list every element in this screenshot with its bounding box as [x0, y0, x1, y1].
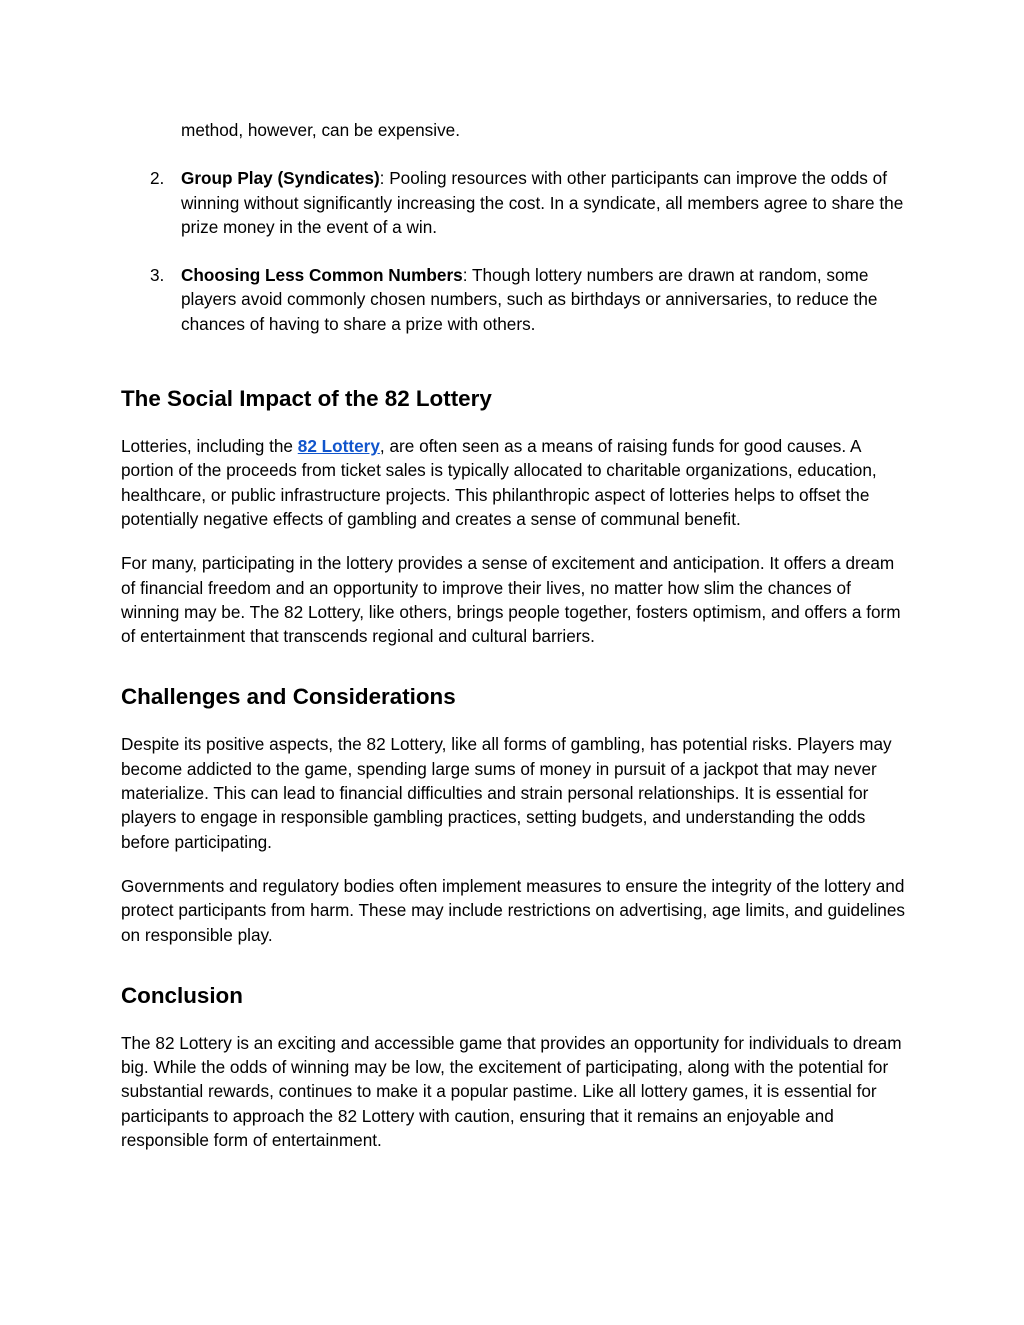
list-item-term: Group Play (Syndicates)	[181, 168, 380, 189]
paragraph-challenges-2: Governments and regulatory bodies often implement measures to ensure the integrity of the lottery and protect participants from harm. These may include restrictions on advertising, age limits, and guidelines on responsible play.	[121, 875, 905, 945]
list-item-continuation: method, however, can be expensive.	[181, 120, 460, 140]
heading-challenges: Challenges and Considerations	[121, 684, 456, 710]
list-number: 2.	[150, 168, 165, 189]
paragraph-conclusion: The 82 Lottery is an exciting and accessible game that provides an opportunity for individuals to dream big. While the odds of winning may be low, the excitement of participating, along with the potential for substantial rewards, continues to make it a popular pastime. Like all lottery games, it is essential for participants to approach the 82 Lottery with caution, ensuring that it remains an enjoyable and responsible form of entertainment.	[121, 1032, 902, 1151]
list-item	[121, 166, 906, 239]
paragraph-text: , are often seen as a means of raising funds for good causes. A portion of the proceeds from ticket sales is typically allocated to charitable organizations, education, healthcare, or public infrastructure projects. This philanthropic aspect of lotteries helps to offset the potentially negative effects of gambling and creates a sense of communal benefit.	[121, 436, 877, 529]
document-body	[121, 118, 906, 1152]
82-lottery-link[interactable]: 82 Lottery	[297, 436, 380, 457]
paragraph-text: Lotteries, including the	[121, 436, 298, 457]
list-item-text: : Though lottery numbers are drawn at random, some players avoid commonly chosen numbers, such as birthdays or anniversaries, to reduce the chances of having to share a prize with others.	[181, 265, 878, 334]
list-item	[121, 263, 906, 336]
list-item-term: Choosing Less Common Numbers	[181, 265, 463, 286]
paragraph-social-impact-2: For many, participating in the lottery provides a sense of excitement and anticipation. It offers a dream of financial freedom and an opportunity to improve their lives, no matter how slim the chances of winning may be. The 82 Lottery, like others, brings people together, fosters optimism, and offers a form of entertainment that transcends regional and cultural barriers.	[121, 553, 901, 647]
list-number: 3.	[150, 265, 165, 286]
paragraph-challenges-1: Despite its positive aspects, the 82 Lottery, like all forms of gambling, has potential risks. Players may become addicted to the game, spending large sums of money in pursuit of a jackpot that may never materialize. This can lead to financial difficulties and strain personal relationships. It is essential for players to engage in responsible gambling practices, setting budgets, and understanding the odds before participating.	[121, 734, 892, 852]
paragraph-social-impact-1	[121, 434, 906, 531]
methods-list	[121, 166, 906, 336]
list-item-text: : Pooling resources with other participants can improve the odds of winning without significantly increasing the cost. In a syndicate, all members agree to share the prize money in the event of a win.	[181, 168, 904, 237]
heading-conclusion: Conclusion	[121, 982, 243, 1008]
heading-social-impact: The Social Impact of the 82 Lottery	[121, 386, 492, 412]
